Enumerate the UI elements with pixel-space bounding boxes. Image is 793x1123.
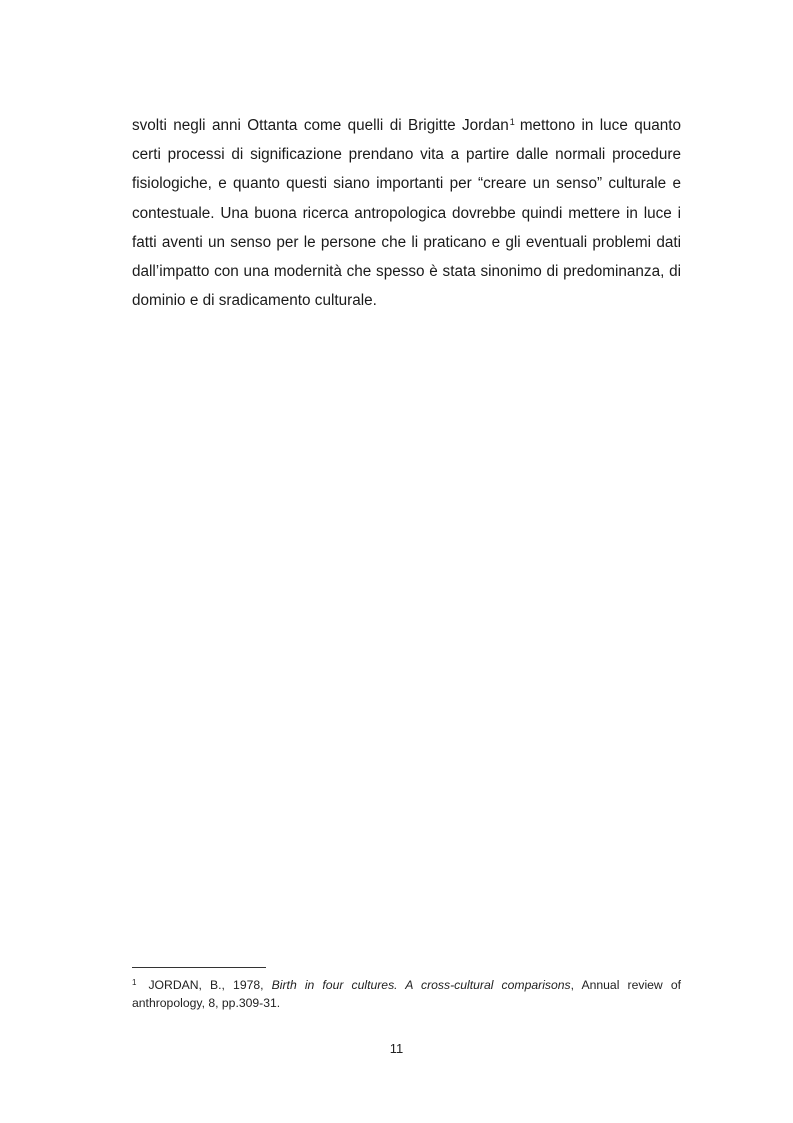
footnote-source: , Annual review of anthropology, 8, pp.309-31. (132, 978, 682, 1010)
footnote-number: 1 (132, 978, 137, 987)
footnote-title: Birth in four cultures. A cross-cultural comparisons (271, 978, 571, 992)
footnote-author: JORDAN, B., 1978, (148, 978, 272, 992)
footnote-reference: 1 (509, 117, 515, 127)
page-number: 11 (389, 1041, 404, 1056)
body-text-end: mettono in luce quanto certi processi di significazione prendano vita a partire dalle normali procedure fisiologiche, e quanto questi siano importanti per “creare un senso” culturale e contestuale. Una buona ricerca antropologica dovrebbe quindi mettere in luce i fatti aventi un senso per le persone che li praticano e gli eventuali problemi dati dall’impatto con una modernità che spesso è stata sinonimo di predominanza, di dominio e di sradicamento culturale. (132, 117, 682, 310)
body-paragraph (132, 111, 681, 315)
footnote (132, 977, 681, 1012)
footnote-separator (132, 967, 266, 968)
body-text-start: svolti negli anni Ottanta come quelli di Brigitte Jordan (132, 117, 509, 134)
